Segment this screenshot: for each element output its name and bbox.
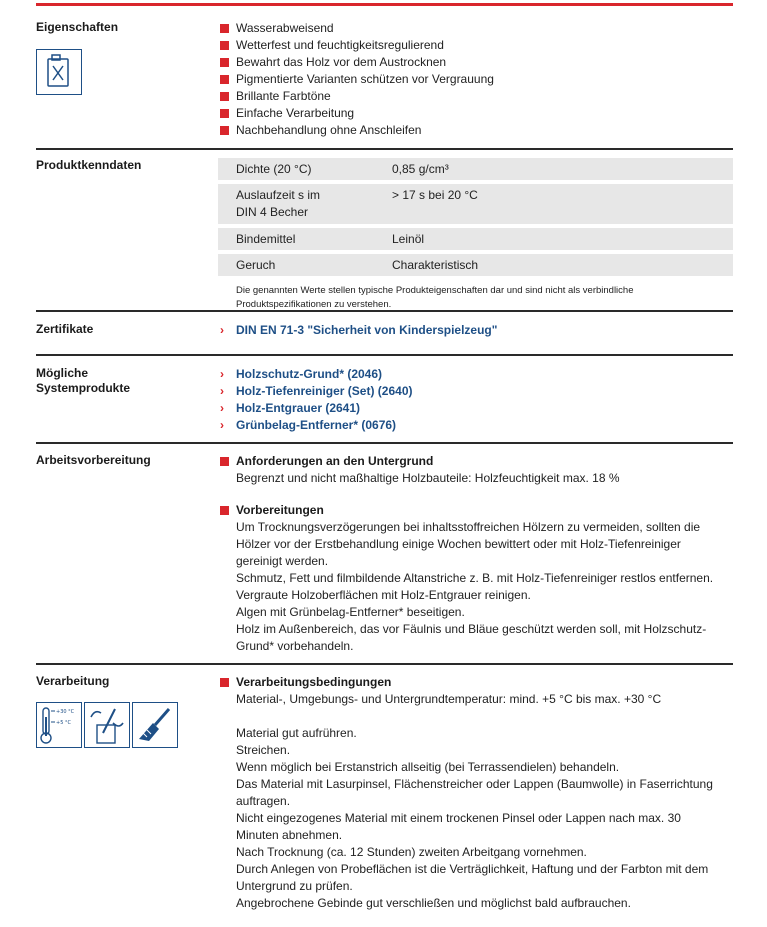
table-note: Die genannten Werte stellen typische Produkteigenschaften dar und sind nicht als verbindliche Produktspezifikationen zu verstehen. [236, 285, 634, 310]
brush-icon [132, 702, 178, 748]
section-label: Produktkenndaten [36, 158, 142, 172]
table-row: Bindemittel Leinöl [218, 228, 733, 252]
chevron-right-icon: › [220, 418, 224, 432]
paragraph: Material gut aufrühren. Streichen. Wenn möglich bei Erstanstrich allseitig (bei Terrassendielen) behandeln. Das Material mit Lasurpinsel, Flächenstreicher oder Lappen (Baumwolle) in Faserrichtung auftragen. Nicht eingezogenes Material mit einem trockenen Pinsel oder Lappen nach max. 30 Minuten abnehmen. Nach Trocknung (ca. 12 Stunden) zweiten Arbeitgang vornehmen. Durch Anlegen von Probeflächen ist die Verträglichkeit, Haftung und der Farbton mit dem Untergrund zu prüfen. Angebrochene Gebinde gut verschließen und möglichst bald aufbrauchen. [236, 726, 713, 910]
divider [36, 310, 733, 312]
link-systemprodukt[interactable]: › Holz-Tiefenreiniger (Set) (2640) [220, 384, 413, 398]
section-zertifikate [36, 322, 733, 346]
subheading: Anforderungen an den Untergrund [236, 454, 434, 468]
table-row: Auslaufzeit s im DIN 4 Becher > 17 s bei 20 °C [218, 184, 733, 226]
section-label: Verarbeitung [36, 674, 110, 688]
list-item: Wetterfest und feuchtigkeitsregulierend [218, 37, 733, 54]
canister-icon [36, 49, 82, 95]
list-item: Bewahrt das Holz vor dem Austrocknen [218, 54, 733, 71]
list-item: Einfache Verarbeitung [218, 105, 733, 122]
chevron-right-icon: › [220, 401, 224, 415]
chevron-right-icon: › [220, 367, 224, 381]
kenndaten-table [218, 158, 733, 312]
eigenschaften-list [218, 20, 733, 139]
stir-bucket-icon [84, 702, 130, 748]
link-systemprodukt[interactable]: › Holz-Entgrauer (2641) [220, 401, 361, 415]
divider [36, 663, 733, 665]
link-zertifikat[interactable]: › DIN EN 71-3 "Sicherheit von Kinderspielzeug" [220, 323, 498, 337]
zertifikate-list [218, 322, 733, 339]
chevron-right-icon: › [220, 323, 224, 337]
svg-text:+5 °C: +5 °C [56, 720, 71, 726]
section-verarbeitung [36, 674, 733, 914]
arbeitsvorbereitung-content [218, 453, 733, 655]
table-row: Dichte (20 °C) 0,85 g/cm³ [218, 158, 733, 182]
paragraph: Um Trocknungsverzögerungen bei inhaltsstoffreichen Hölzern zu vermeiden, sollten die Hölzer vor der Erstbehandlung einige Wochen bewittert oder mit Holz-Tiefenreiniger gereinigt werden. Schmutz, Fett und filmbildende Altanstriche z. B. mit Holz-Tiefenreiniger restlos entfernen. Vergraute Holzoberflächen mit Holz-Entgrauer reinigen. Algen mit Grünbelag-Entferner* beseitigen. Holz im Außenbereich, das vor Fäulnis und Bläue geschützt werden soll, mit Holzschutz- Grund* vorbehandeln. [236, 520, 714, 653]
section-eigenschaften [36, 20, 733, 140]
subheading: Vorbereitungen [236, 503, 324, 517]
section-label: Zertifikate [36, 322, 94, 336]
link-systemprodukt[interactable]: › Holzschutz-Grund* (2046) [220, 367, 383, 381]
divider [36, 354, 733, 356]
link-systemprodukt[interactable]: › Grünbelag-Entferner* (0676) [220, 418, 397, 432]
section-label: Arbeitsvorbereitung [36, 453, 151, 467]
list-item: Brillante Farbtöne [218, 88, 733, 105]
section-arbeitsvorbereitung [36, 453, 733, 658]
section-systemprodukte [36, 366, 733, 436]
top-accent-bar [36, 3, 733, 6]
divider [36, 442, 733, 444]
thermometer-icon [36, 702, 82, 748]
subheading: Verarbeitungsbedingungen [236, 675, 392, 689]
systemprodukte-list [218, 366, 733, 434]
list-item: Wasserabweisend [218, 20, 733, 37]
list-item: Pigmentierte Varianten schützen vor Vergrauung [218, 71, 733, 88]
table-row: Geruch Charakteristisch [218, 254, 733, 278]
chevron-right-icon: › [220, 384, 224, 398]
svg-text:+30 °C: +30 °C [56, 709, 75, 715]
section-label: Eigenschaften [36, 20, 119, 34]
section-produktkenndaten [36, 158, 733, 308]
paragraph: Material-, Umgebungs- und Untergrundtemperatur: mind. +5 °C bis max. +30 °C [236, 692, 662, 706]
list-item: Nachbehandlung ohne Anschleifen [218, 122, 733, 139]
paragraph: Begrenzt und nicht maßhaltige Holzbauteile: Holzfeuchtigkeit max. 18 % [236, 471, 620, 485]
verarbeitung-content [218, 674, 733, 912]
divider [36, 148, 733, 150]
section-label: Mögliche Systemprodukte [36, 366, 131, 395]
